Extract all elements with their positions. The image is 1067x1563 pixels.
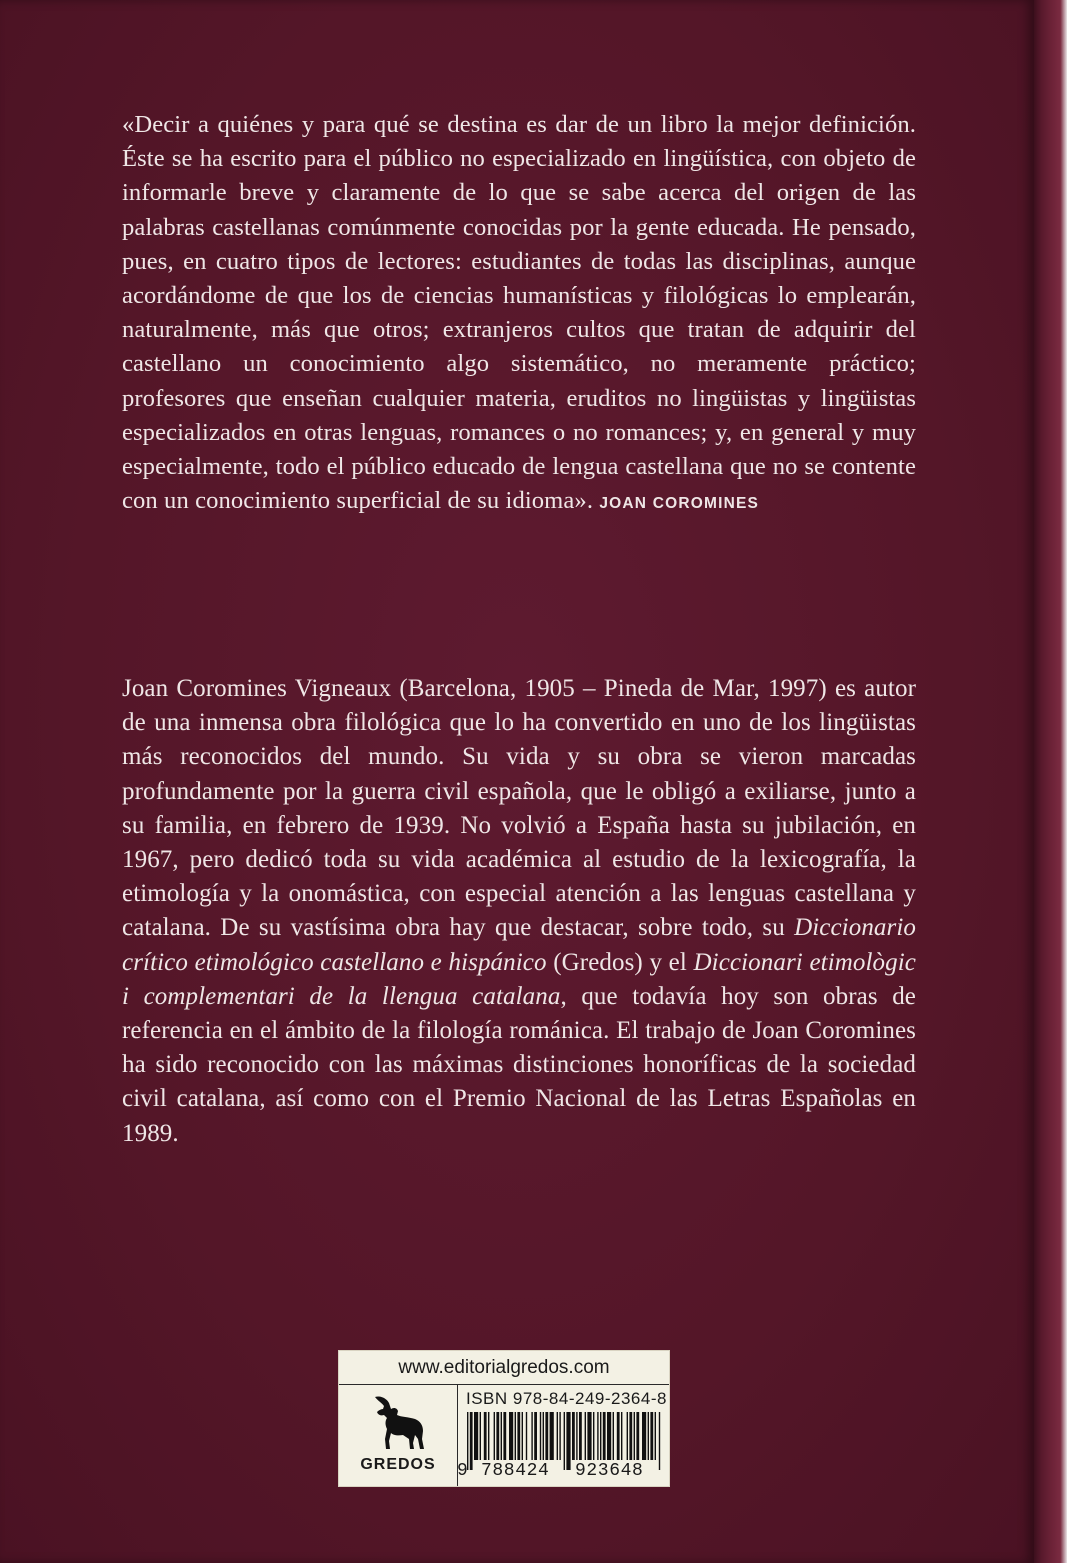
ean-first-digit: 9	[457, 1461, 469, 1481]
barcode-bar	[600, 1412, 601, 1460]
barcode-bar	[526, 1412, 527, 1460]
barcode-bar	[564, 1412, 565, 1470]
barcode-bar	[650, 1412, 653, 1460]
barcode-bar	[659, 1412, 660, 1470]
barcode-bar	[587, 1412, 591, 1460]
barcode-bar	[585, 1412, 586, 1460]
barcode-bar	[517, 1412, 520, 1460]
blurb-quote	[122, 108, 916, 521]
barcode-bar	[642, 1412, 646, 1460]
barcode-bar	[543, 1412, 544, 1460]
barcode-bar	[607, 1412, 611, 1460]
book-edge	[1034, 0, 1067, 1563]
barcode-bar	[550, 1412, 554, 1460]
book-title-diccionari-etimologic: Diccionari etimològic i complementari de la llengua catalana	[122, 948, 916, 1010]
barcode-bar	[531, 1412, 532, 1460]
barcode-bar	[494, 1412, 495, 1460]
bio-text-1: Joan Coromines Vigneaux (Barcelona, 1905 – Pineda de Mar, 1997) es autor de una inmensa obra filológica que lo ha convertido en uno de los lingüistas más reconocidos del mundo. Su vida y su obra se vieron marcadas profundamente por la guerra civil española, que le obligó a exiliarse, junto a su familia, en febrero de 1939. No volvió a España hasta su jubilación, en 1967, pero dedicó toda su vida académica al estudio de la lexicografía, la etimología y la onomástica, con especial atención a las lenguas castellana y catalana. De su vastísima obra hay que destacar, sobre todo, su	[122, 675, 916, 942]
ean-left-group: 788424	[481, 1461, 550, 1481]
publisher-url: www.editorialgredos.com	[339, 1351, 669, 1385]
barcode-bar	[603, 1412, 606, 1460]
bio-text-2: (Gredos) y el	[553, 948, 687, 976]
book-title-diccionario-critico: Diccionario crítico etimológico castellano e hispánico	[122, 914, 916, 976]
barcode-bar	[515, 1412, 516, 1460]
barcode-bar	[579, 1412, 582, 1460]
barcode-bar	[559, 1412, 560, 1460]
quote-author: JOAN COROMINES	[599, 495, 760, 513]
barcode-bar	[648, 1412, 649, 1460]
barcode-bar	[597, 1412, 598, 1460]
barcode-bar	[566, 1412, 570, 1470]
barcode-bar	[627, 1412, 628, 1460]
barcode-bar	[534, 1412, 537, 1460]
barcode-bar	[470, 1412, 473, 1470]
barcode-bar	[540, 1412, 541, 1460]
publisher-logo-text: GREDOS	[360, 1456, 436, 1473]
barcode-bar	[488, 1412, 489, 1460]
barcode-bar	[621, 1412, 622, 1460]
barcode-bar	[503, 1412, 506, 1460]
barcode-bar	[522, 1412, 523, 1460]
barcode-bar	[576, 1412, 577, 1460]
ean-right-group: 923648	[575, 1461, 644, 1481]
barcode-bar	[496, 1412, 499, 1460]
barcode-bar	[572, 1412, 575, 1460]
barcode-bar	[593, 1412, 594, 1460]
publisher-logo	[339, 1385, 458, 1486]
barcode-bar	[545, 1412, 548, 1460]
ibex-icon	[367, 1393, 429, 1455]
barcode-bar	[501, 1412, 502, 1460]
barcode-bar	[655, 1412, 656, 1460]
barcode-bar	[480, 1412, 481, 1460]
barcode-bar	[557, 1412, 558, 1460]
barcode-bar	[484, 1412, 487, 1460]
barcode-bar	[613, 1412, 614, 1460]
author-biography	[122, 672, 916, 1151]
bio-text-3: , que todavía hoy son obras de referencia en el ámbito de la filología románica. El trabajo de Joan Coromines ha sido reconocido con las máximas distinciones honoríficas de la sociedad civil catalana, así como con el Premio Nacional de las Letras Españolas en 1989.	[122, 982, 916, 1147]
barcode-bar	[474, 1412, 478, 1460]
quote-text: «Decir a quiénes y para qué se destina es dar de un libro la mejor definición. Éste se ha escrito para el público no especializado en lingüística, con objeto de informarle breve y claramente de lo que se sabe acerca del origen de las palabras castellanas comúnmente conocidas por la gente educada. He pensado, pues, en cuatro tipos de lectores: estudiantes de todas las disciplinas, aunque acordándome de que los de ciencias humanísticas y filológicas lo emplearán, naturalmente, más que otros; extranjeros cultos que tratan de adquirir del castellano un conocimiento algo sistemático, no meramente práctico; profesores que enseñan cualquier materia, eruditos no lingüistas y lingüistas especializados en otras lenguas, romances o no romances; y, en general y muy especialmente, todo el público educado de lengua castellana que no se contente con un conocimiento superficial de su idioma».	[122, 111, 916, 515]
barcode-bar	[617, 1412, 620, 1460]
barcode-bar	[636, 1412, 639, 1460]
isbn-number: ISBN 978-84-249-2364-8	[466, 1389, 667, 1408]
barcode-bar	[634, 1412, 635, 1460]
barcode-bar	[509, 1412, 513, 1460]
barcode-bar	[629, 1412, 632, 1460]
barcode-label	[338, 1350, 670, 1487]
